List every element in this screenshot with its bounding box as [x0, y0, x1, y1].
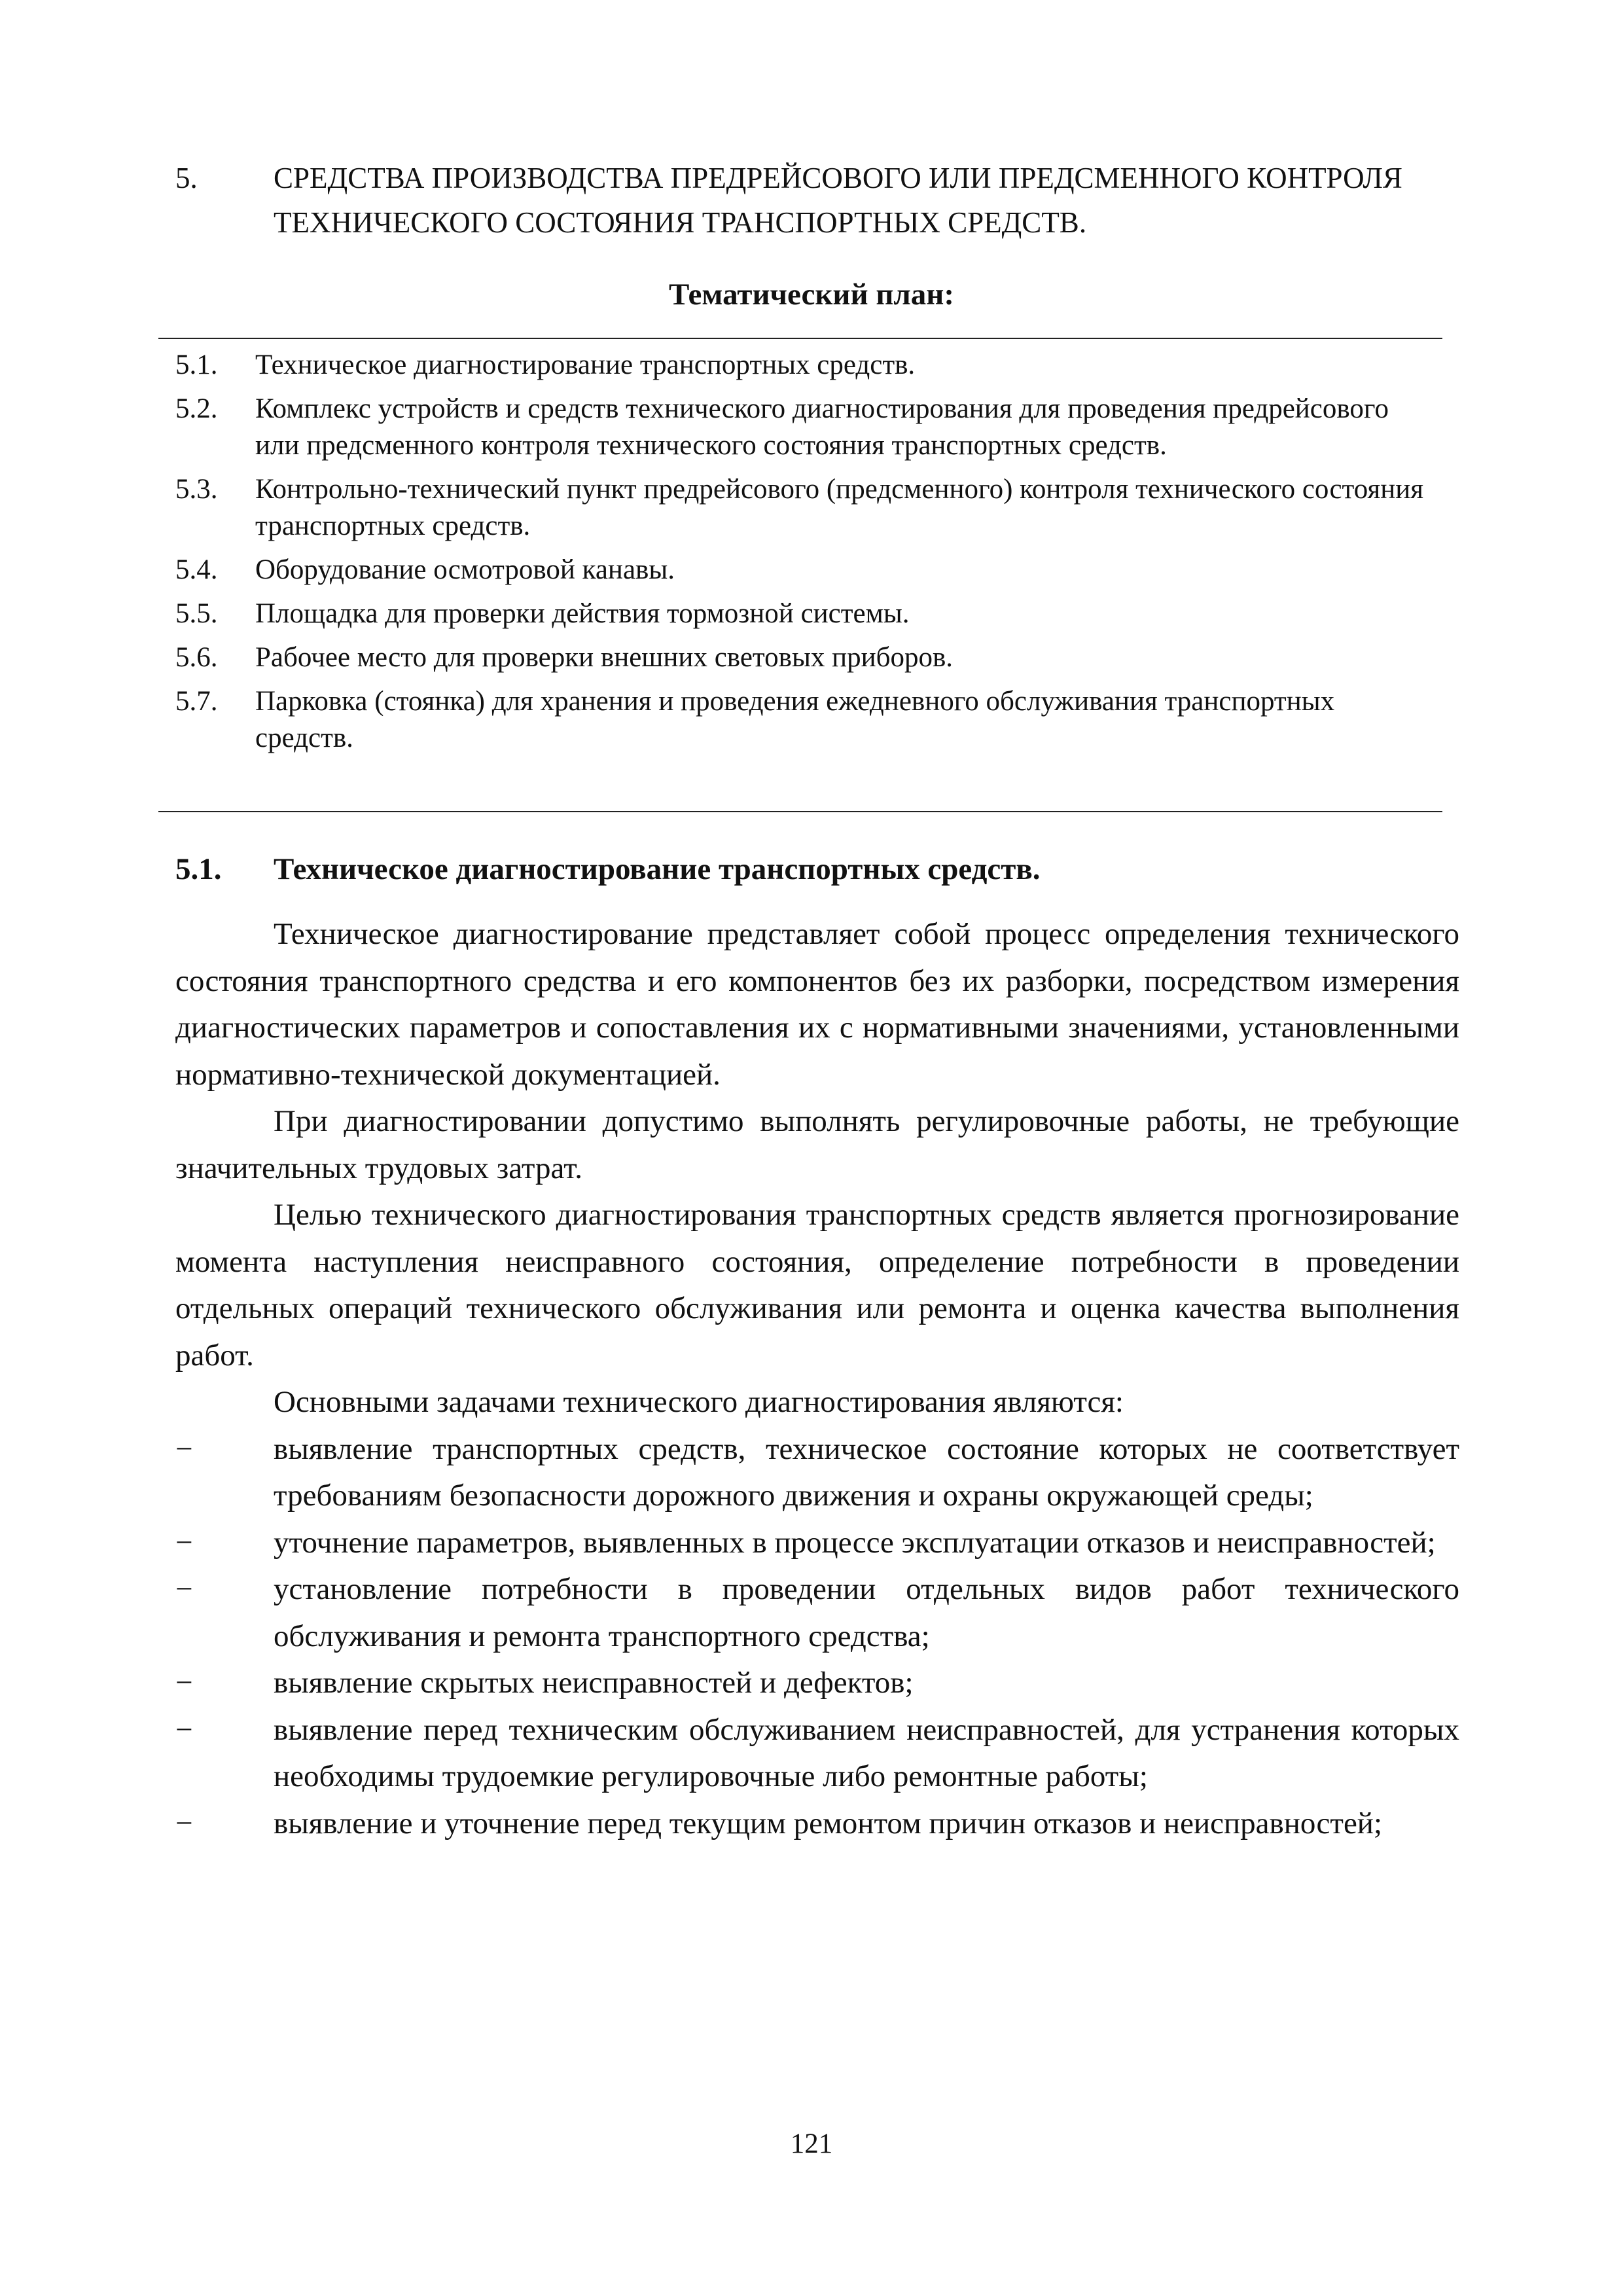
- list-item-text: выявление и уточнение перед текущим ремонтом причин отказов и неисправностей;: [274, 1806, 1383, 1840]
- page-number: 121: [790, 2128, 833, 2159]
- plan-item-text: Оборудование осмотровой канавы.: [255, 554, 675, 585]
- thematic-plan-list: [175, 347, 1438, 764]
- plan-top-rule: [158, 338, 1442, 339]
- body-paragraph: Целью технического диагностирования транспортных средств является прогнозирование момента наступления неисправного состояния, определение потребности в проведении отдельных операций технического обслуживания или ремонта и оценка качества выполнения работ.: [175, 1198, 1459, 1372]
- dash-bullet: −: [175, 1572, 193, 1606]
- list-item: [175, 1660, 1459, 1707]
- plan-item-text: Комплекс устройств и средств технического диагностирования для проведения предрейсового или предсменного контроля технического состояния транспортных средств.: [255, 393, 1389, 461]
- plan-item: [175, 347, 1438, 384]
- dash-bullet: −: [175, 1431, 193, 1466]
- plan-item-number: 5.4.: [175, 554, 218, 585]
- list-item: [175, 1707, 1459, 1801]
- dash-bullet: −: [175, 1806, 193, 1840]
- plan-item: [175, 596, 1438, 632]
- list-item-text: выявление скрытых неисправностей и дефектов;: [274, 1666, 914, 1700]
- list-item-text: выявление транспортных средств, техническое состояние которых не соответствует требованиям безопасности дорожного движения и охраны окружающей среды;: [274, 1431, 1459, 1513]
- tasks-list: [175, 1426, 1459, 1848]
- plan-item-text: Контрольно-технический пункт предрейсового (предсменного) контроля технического состояния транспортных средств.: [255, 474, 1424, 541]
- plan-item-number: 5.5.: [175, 598, 218, 629]
- plan-item-number: 5.7.: [175, 686, 218, 717]
- list-item: [175, 1801, 1459, 1848]
- dash-bullet: −: [175, 1666, 193, 1700]
- section-number: 5.1.: [175, 852, 222, 886]
- plan-item-text: Площадка для проверки действия тормозной системы.: [255, 598, 910, 629]
- plan-item-number: 5.3.: [175, 474, 218, 505]
- list-item-text: уточнение параметров, выявленных в процессе эксплуатации отказов и неисправностей;: [274, 1525, 1436, 1560]
- section-title: Техническое диагностирование транспортных средств.: [274, 852, 1041, 886]
- body-paragraph: Основными задачами технического диагностирования являются:: [274, 1385, 1124, 1419]
- plan-item: [175, 683, 1438, 757]
- plan-item-text: Рабочее место для проверки внешних световых приборов.: [255, 642, 954, 673]
- body-paragraph: При диагностировании допустимо выполнять регулировочные работы, не требующие значительных трудовых затрат.: [175, 1104, 1459, 1185]
- list-item: [175, 1426, 1459, 1520]
- list-item-text: выявление перед техническим обслуживанием неисправностей, для устранения которых необходимы трудоемкие регулировочные либо ремонтные работы;: [274, 1712, 1459, 1793]
- dash-bullet: −: [175, 1712, 193, 1747]
- plan-item-number: 5.2.: [175, 393, 218, 424]
- plan-bottom-rule: [158, 811, 1442, 812]
- plan-item: [175, 391, 1438, 464]
- list-item-text: установление потребности в проведении отдельных видов работ технического обслуживания и ремонта транспортного средства;: [274, 1572, 1459, 1653]
- plan-item: [175, 639, 1438, 676]
- plan-item: [175, 471, 1438, 545]
- plan-item-number: 5.6.: [175, 642, 218, 673]
- section-body: [175, 911, 1459, 1847]
- plan-title: Тематический план:: [668, 278, 955, 312]
- plan-item-text: Техническое диагностирование транспортных средств.: [255, 350, 916, 380]
- list-item: [175, 1520, 1459, 1567]
- plan-item-number: 5.1.: [175, 350, 218, 380]
- plan-item-text: Парковка (стоянка) для хранения и проведения ежедневного обслуживания транспортных средств.: [255, 686, 1335, 753]
- plan-item: [175, 552, 1438, 588]
- dash-bullet: −: [175, 1525, 193, 1560]
- chapter-title: СРЕДСТВА ПРОИЗВОДСТВА ПРЕДРЕЙСОВОГО ИЛИ ПРЕДСМЕННОГО КОНТРОЛЯ ТЕХНИЧЕСКОГО СОСТОЯНИЯ ТРАНСПОРТНЫХ СРЕДСТВ.: [274, 162, 1402, 239]
- chapter-number: 5.: [175, 162, 198, 194]
- list-item: [175, 1566, 1459, 1660]
- body-paragraph: Техническое диагностирование представляет собой процесс определения технического состояния транспортного средства и его компонентов без их разборки, посредством измерения диагностических параметров и сопоставления их с нормативными значениями, установленными нормативно-технической документацией.: [175, 917, 1459, 1092]
